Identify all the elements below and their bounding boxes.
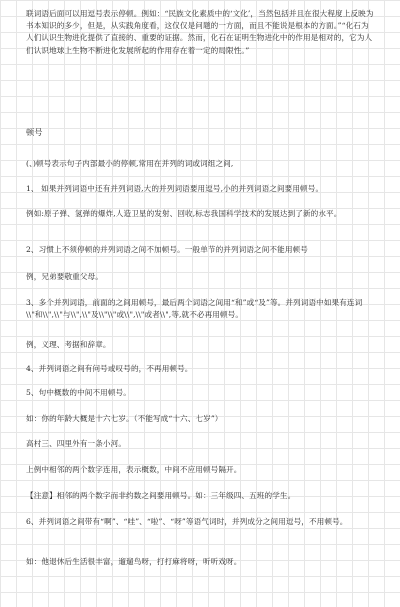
rule-5-example-2: 高村三、四里外有一条小河。: [26, 439, 127, 448]
note-paragraph: 【注意】相邻的两个数字而非约数之间要用顿号。如：三年级四、五班的学生。: [26, 491, 296, 500]
rule-2-paragraph: 2、习惯上不须停顿的并列词语之间不加顿号。一般单节的并列词语之间不能用顿号: [26, 245, 308, 254]
rule-5-example-1: 如：你的年龄大概是十六七岁。（不能写成“十六、七岁”）: [26, 414, 223, 423]
rule-4-paragraph: 4、并列词语之间有问号或叹号的，不再用顿号。: [26, 364, 193, 373]
definition-paragraph: (、)顿号表示句子内部最小的停顿,常用在并列的词或词组之间,: [26, 159, 234, 168]
rule-1-paragraph: 1、 如果并列词语中还有并列词语,大的并列词语要用逗号,小的并列词语之间要用顿号。: [26, 184, 324, 193]
rule-1-example: 例如:原子弹、氢弹的爆炸,人造卫星的发射、回收,标志我国科学技术的发展达到了新的水平。: [26, 209, 342, 218]
section-heading-dunhao: 顿号: [26, 127, 43, 137]
rule-6-paragraph: 6、并列词语之间带有“啊”、“哇”、“啦”、“呀”等语气词时，并列成分之间用逗号，不用顿号。: [26, 517, 348, 526]
rule-2-example: 例，兄弟要敬重父母。: [26, 272, 103, 281]
rule-3-paragraph: 3、多个并列词语，前面的之间用顿号，最后两个词语之间用“和”或“及”等。并列词语中如果有连词\\"和\\",\\"与\\",\\"及\\"\\"或\\",\\"或者\\",等,就不必再用顿号。: [26, 298, 363, 320]
rule-3-example: 例，义理、考据和辞章。: [26, 340, 111, 349]
rule-6-example: 如：他退休后生活很丰富，遛遛鸟呀，打打麻将呀，听听戏呀。: [26, 557, 242, 566]
intro-paragraph: 联词语后面可以用逗号表示停顿。例如：“民族文化素质中的‘文化’，当然包括并且在很大程度上反映为书本知识的多少，但是，从实践角度看，这仅仅是问题的一方面，而且不能说是根本的方面。”“化石为人们认识生物进化提供了直接的、重要的证据。然而，化石在证明生物进化中的作用是相对的，它为人们认识地球上生物不断进化发展所起的作用存在着一定的局限性。”: [26, 9, 374, 55]
rule-5-paragraph: 5、句中概数的中间不用顿号。: [26, 388, 131, 397]
rule-5-explanation: 上例中相邻的两个数字连用，表示概数，中间不应用顿号隔开。: [26, 465, 242, 474]
